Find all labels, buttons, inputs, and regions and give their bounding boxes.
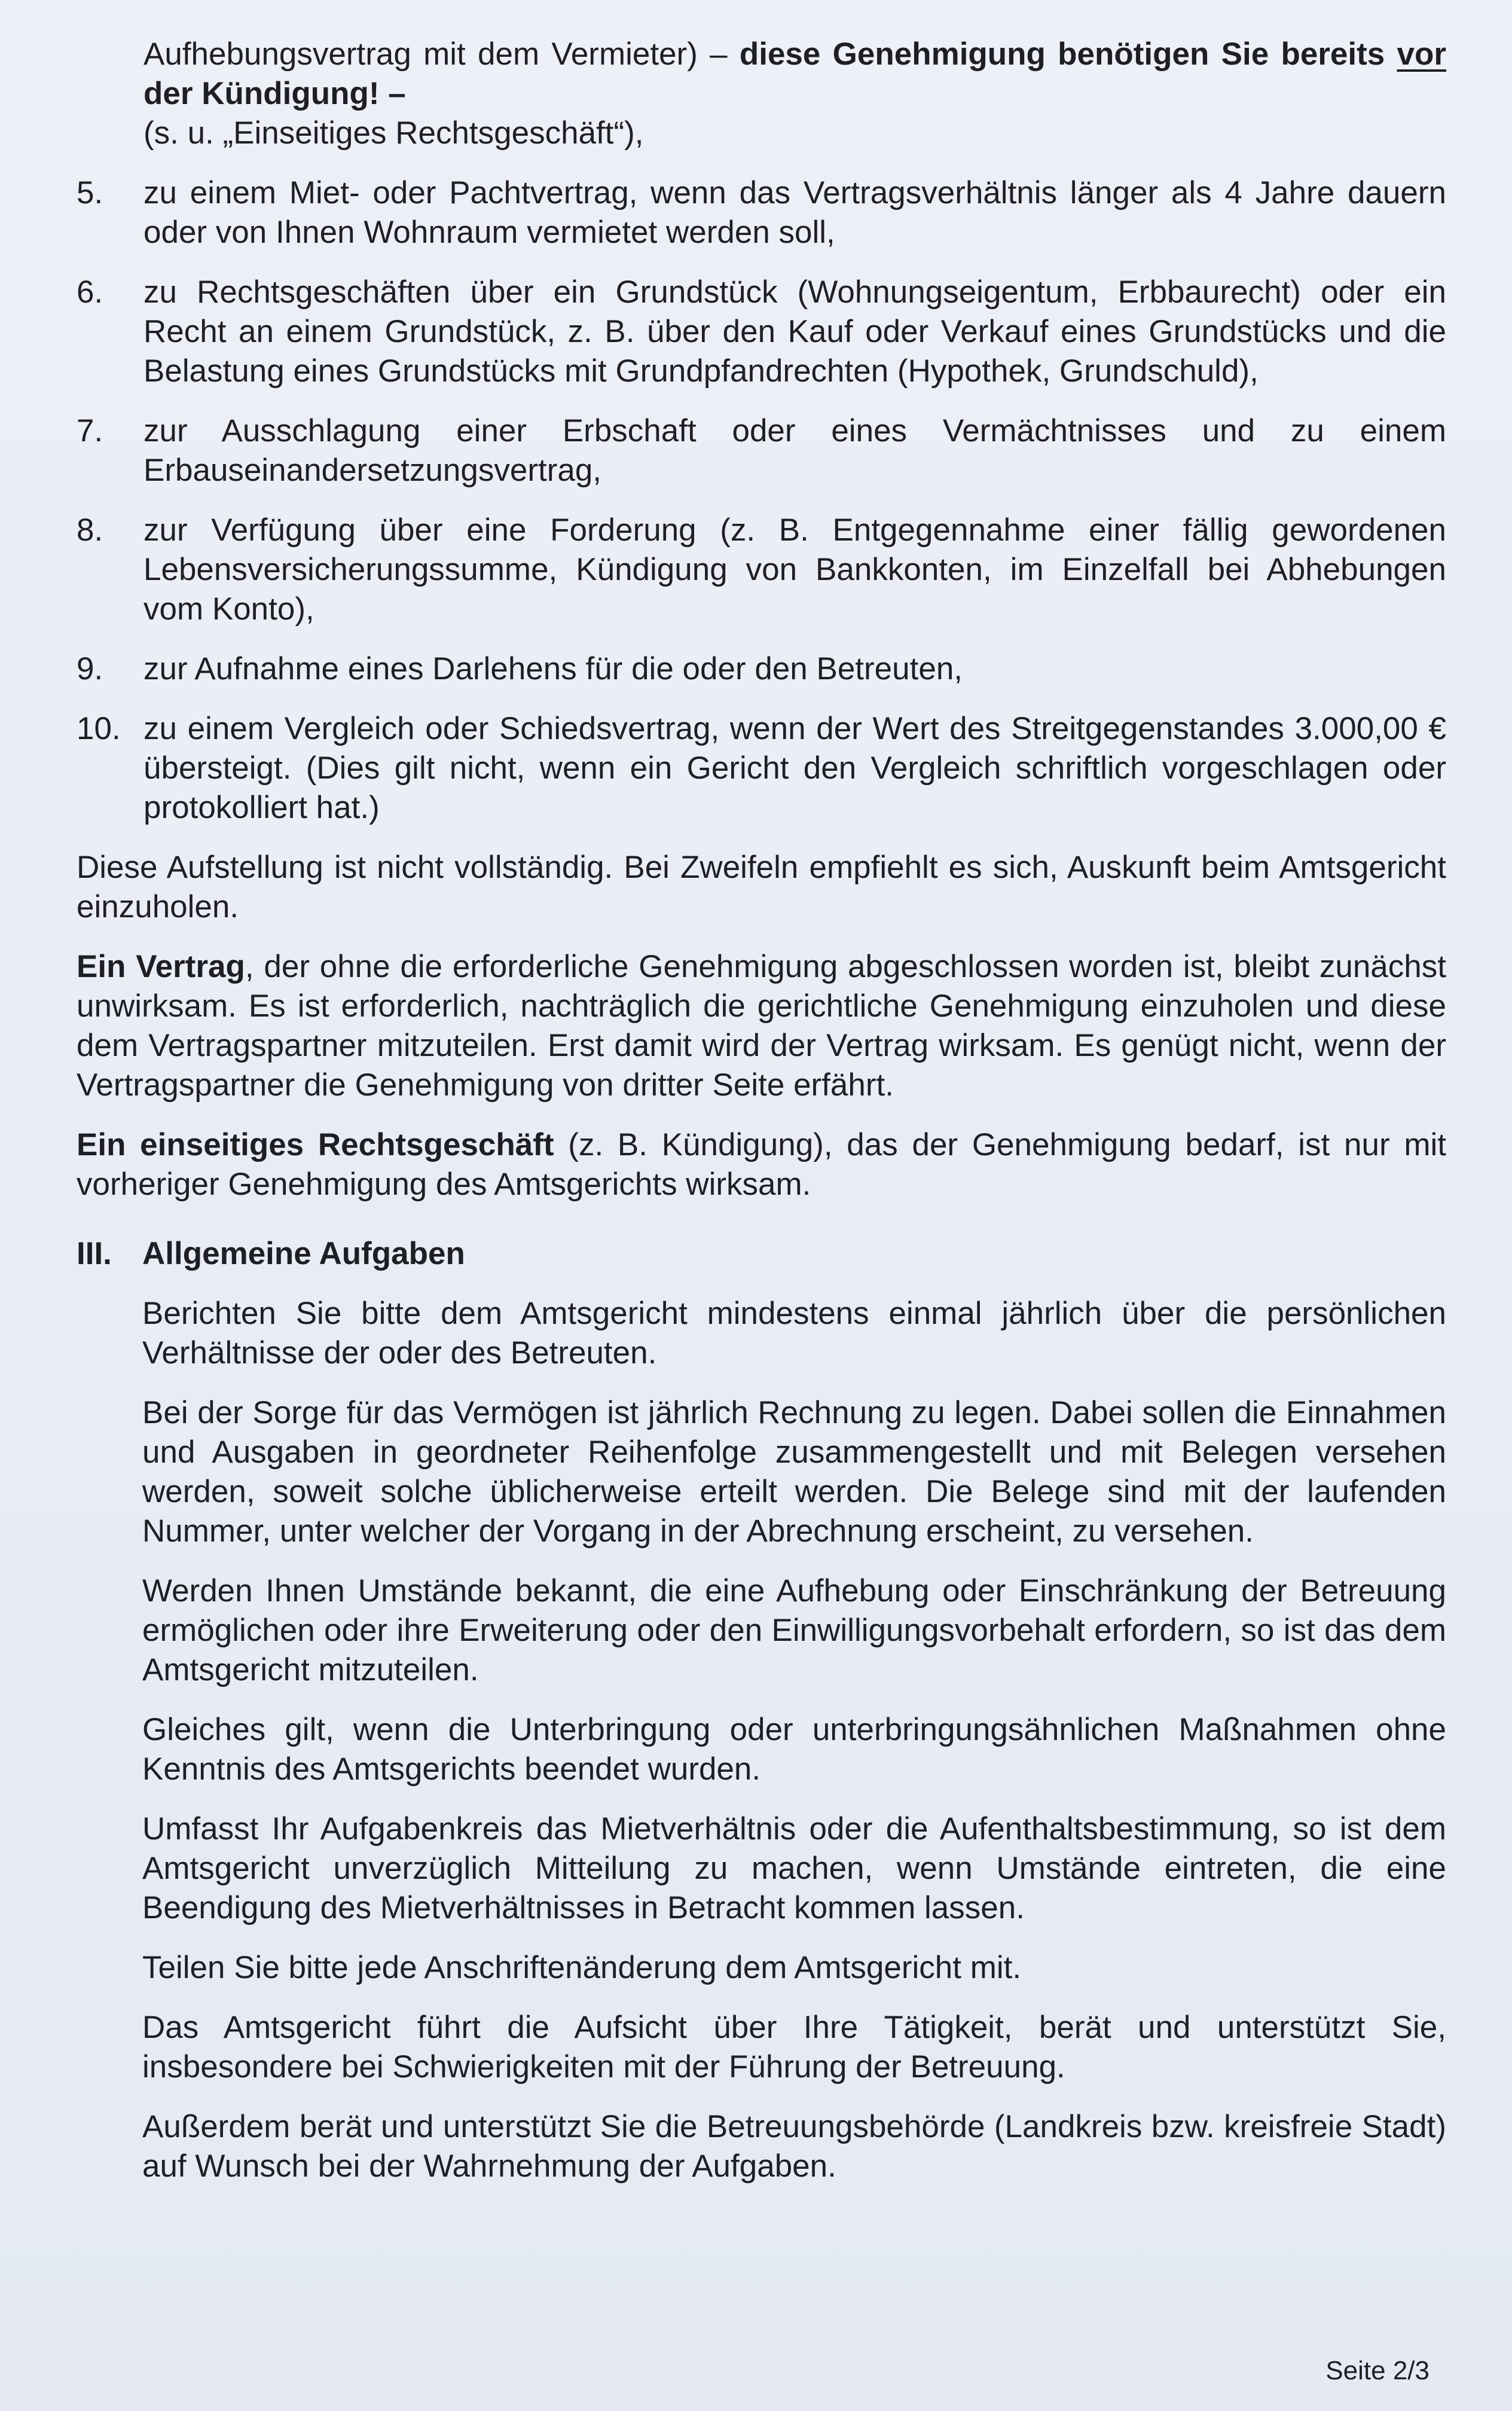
- list-item-text: zur Aufnahme eines Darlehens für die oder den Betreuten,: [143, 651, 963, 686]
- section-body: [142, 1234, 1446, 2186]
- section-title: Allgemeine Aufgaben: [142, 1236, 465, 1271]
- intro-underlined-word: vor: [1397, 36, 1447, 72]
- intro-reference: (s. u. „Einseitiges Rechtsgeschäft“),: [143, 115, 644, 151]
- unilateral-note: [77, 1125, 1446, 1204]
- section-paragraph: Außerdem berät und unterstützt Sie die Betreuungsbehörde (Landkreis bzw. kreisfreie Stadt) auf Wunsch bei der Wahrnehmung der Aufgaben.: [142, 2109, 1446, 2184]
- unilateral-note-text: (z. B. Kündigung), das der Genehmigung bedarf, ist nur mit vorheriger Genehmigung des Amtsgerichts wirksam.: [77, 1127, 1446, 1202]
- incomplete-list-note: Diese Aufstellung ist nicht vollständig. Bei Zweifeln empfiehlt es sich, Auskunft beim Amtsgericht einzuholen.: [77, 850, 1446, 924]
- section-paragraph: Das Amtsgericht führt die Aufsicht über Ihre Tätigkeit, berät und unterstützt Sie, insbesondere bei Schwierigkeiten mit der Führung der Betreuung.: [142, 2010, 1446, 2085]
- list-item-text: zu einem Vergleich oder Schiedsvertrag, wenn der Wert des Streitgegenstandes 3.000,00 € übersteigt. (Dies gilt nicht, wenn ein Gericht den Vergleich schriftlich vorgeschlagen oder protokolliert hat.): [143, 711, 1446, 825]
- list-item: [77, 411, 1446, 490]
- contract-note-text: , der ohne die erforderliche Genehmigung abgeschlossen worden ist, bleibt zunächst unwirksam. Es ist erforderlich, nachträglich die gerichtliche Genehmigung einzuholen und diese dem Vertragspartner mitzuteilen. Erst damit wird der Vertrag wirksam. Es genügt nicht, wenn der Vertragspartner die Genehmigung von dritter Seite erfährt.: [77, 949, 1446, 1103]
- contract-note: [77, 947, 1446, 1105]
- list-item-text: zur Ausschlagung einer Erbschaft oder eines Vermächtnisses und zu einem Erbauseinandersetzungsvertrag,: [143, 413, 1446, 488]
- list-item-text: zu einem Miet- oder Pachtvertrag, wenn das Vertragsverhältnis länger als 4 Jahre dauern oder von Ihnen Wohnraum vermietet werden soll,: [143, 175, 1446, 250]
- section-paragraph: Umfasst Ihr Aufgabenkreis das Mietverhältnis oder die Aufenthaltsbestimmung, so ist dem Amtsgericht unverzüglich Mitteilung zu machen, wenn Umstände eintreten, die eine Beendigung des Mietverhältnisses in Betracht kommen lassen.: [142, 1811, 1446, 1925]
- list-item-number: 7.: [77, 413, 103, 448]
- section-general-tasks: [77, 1234, 1446, 2186]
- list-item: [77, 273, 1446, 391]
- list-item-number: 9.: [77, 651, 103, 686]
- list-item-text: zu Rechtsgeschäften über ein Grundstück (Wohnungseigentum, Erbbaurecht) oder ein Recht an einem Grundstück, z. B. über den Kauf oder Verkauf eines Grundstücks und die Belastung eines Grundstücks mit Grundpfandrechten (Hypothek, Grundschuld),: [143, 274, 1446, 389]
- section-number: III.: [77, 1236, 112, 1271]
- unilateral-note-bold: Ein einseitiges Rechtsgeschäft: [77, 1127, 554, 1162]
- section-paragraph: Werden Ihnen Umstände bekannt, die eine Aufhebung oder Einschränkung der Betreuung ermöglichen oder ihre Erweiterung oder den Einwilligungsvorbehalt erfordern, so ist das dem Amtsgericht mitzuteilen.: [142, 1573, 1446, 1687]
- intro-text: Aufhebungsvertrag mit dem Vermieter) –: [143, 36, 740, 72]
- page-number: Seite 2/3: [1325, 2356, 1429, 2385]
- section-paragraph: Bei der Sorge für das Vermögen ist jährlich Rechnung zu legen. Dabei sollen die Einnahmen und Ausgaben in geordneter Reihenfolge zusammengestellt und mit Belegen versehen werden, soweit solche üblicherweise erteilt werden. Die Belege sind mit der laufenden Nummer, unter welcher der Vorgang in der Abrechnung erscheint, zu versehen.: [142, 1395, 1446, 1549]
- intro-bold-part2: der Kündigung! –: [143, 76, 406, 111]
- contract-note-bold: Ein Vertrag: [77, 949, 245, 984]
- section-paragraph: Teilen Sie bitte jede Anschriftenänderung dem Amtsgericht mit.: [142, 1950, 1022, 1985]
- list-item-number: 10.: [77, 711, 121, 746]
- list-item-number: 8.: [77, 512, 103, 548]
- section-paragraph: Gleiches gilt, wenn die Unterbringung oder unterbringungsähnlichen Maßnahmen ohne Kenntnis des Amtsgerichts beendet wurden.: [142, 1712, 1446, 1787]
- intro-bold-part1: diese Genehmigung benötigen Sie bereits: [739, 36, 1397, 72]
- list-item-number: 5.: [77, 175, 103, 210]
- section-paragraph: Berichten Sie bitte dem Amtsgericht mindestens einmal jährlich über die persönlichen Verhältnisse der oder des Betreuten.: [142, 1296, 1446, 1371]
- list-item: [77, 649, 1446, 689]
- list-item: [77, 709, 1446, 828]
- list-item: [77, 511, 1446, 629]
- list-item-text: zur Verfügung über eine Forderung (z. B. Entgegennahme einer fällig gewordenen Lebensversicherungssumme, Kündigung von Bankkonten, im Einzelfall bei Abhebungen vom Konto),: [143, 512, 1446, 627]
- intro-continuation: [143, 35, 1446, 153]
- list-item-number: 6.: [77, 274, 103, 310]
- list-item: [77, 173, 1446, 252]
